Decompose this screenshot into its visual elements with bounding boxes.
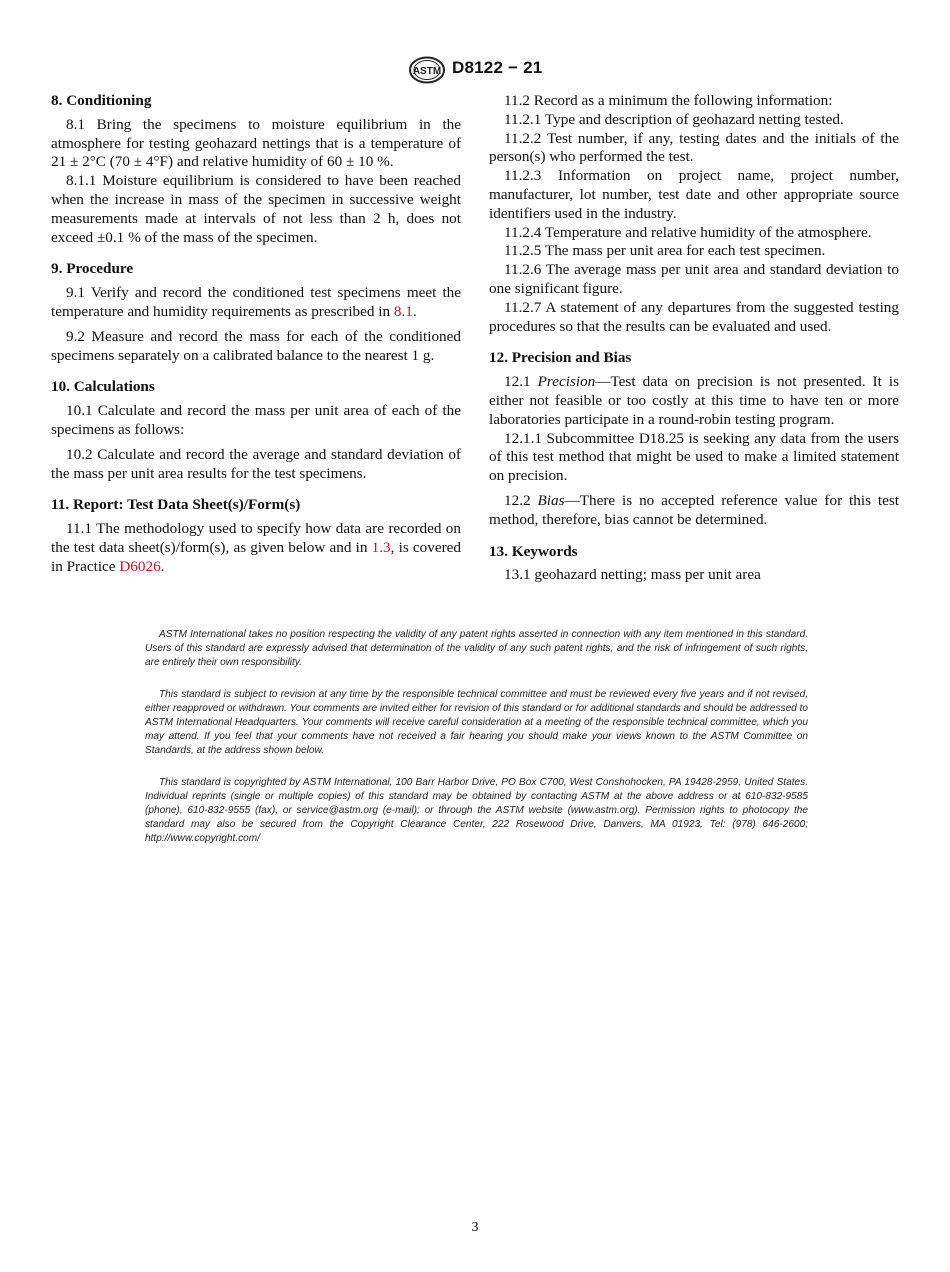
page-header [0,56,950,84]
paragraph-8-1-1: 8.1.1 Moisture equilibrium is considered to have been reached when the increase in mass of the specimen in successive weight measurements made at intervals of not less than 2 h, does not exceed ±0.1 % of the mass of the specimen. [51,172,461,246]
section-11-heading: 11. Report: Test Data Sheet(s)/Form(s) [51,496,301,514]
section-13-heading: 13. Keywords [489,542,578,560]
paragraph-11-2: 11.2 Record as a minimum the following information: [504,92,833,109]
svg-text:ASTM: ASTM [412,66,442,77]
section-8-heading: 8. Conditioning [51,92,152,109]
paragraph-9-1-text: 9.1 Verify and record the conditioned test specimens meet the temperature and humidity requirements as prescribed in [51,284,461,320]
right-column [489,92,899,585]
paragraph-9-1 [51,284,461,322]
paragraph-11-2-7: 11.2.7 A statement of any departures from the suggested testing procedures so that the results can be evaluated and used. [489,298,899,335]
paragraph-11-1-end: . [160,557,165,575]
legal-notices [145,628,808,864]
precision-term: Precision [537,373,596,391]
paragraph-13-1: 13.1 geohazard netting; mass per unit area [504,566,761,584]
paragraph-11-2-4: 11.2.4 Temperature and relative humidity of the atmosphere. [504,223,872,241]
link-8-1[interactable]: 8.1 [393,302,413,320]
paragraph-12-2 [489,492,899,530]
paragraph-9-1-end: . [412,302,417,320]
paragraph-11-1-text: 11.1 The methodology used to specify how data are recorded on the test data sheet(s)/form(s), as given below and in [51,520,461,556]
paragraph-12-1-text: —Test data on precision is not presented. It is either not feasible or too costly at this time to have ten or more laboratories participate in a round-robin testing program. [489,373,899,428]
section-10-heading: 10. Calculations [51,378,155,396]
paragraph-10-2: 10.2 Calculate and record the average and standard deviation of the mass per unit area results for the test specimens. [51,445,461,482]
paragraph-12-2-text: —There is no accepted reference value for this test method, therefore, bias cannot be determined. [489,491,899,528]
paragraph-12-2-number: 12.2 [504,491,538,509]
paragraph-11-2-1: 11.2.1 Type and description of geohazard netting tested. [504,110,844,128]
copyright-notice: This standard is copyrighted by ASTM International, 100 Barr Harbor Drive, PO Box C700, West Conshohocken, PA 19428-2959, United States. Individual reprints (single or multiple copies) of this standard may be obtained by contacting ASTM at the above address or at 610-832-9585 (phone), 610-832-9555 (fax), or service@astm.org (e-mail); or through the ASTM website (www.astm.org). Permission rights to photocopy the standard may also be secured from the Copyright Clearance Center, 222 Rosewood Drive, Danvers, MA 01923, Tel: (978) 646-2600; http://www.copyright.com/ [145,777,808,844]
section-9-heading: 9. Procedure [51,260,134,278]
patent-notice: ASTM International takes no position respecting the validity of any patent rights asserted in connection with any item mentioned in this standard. Users of this standard are expressly advised that determination of the validity of any such patent rights, and the risk of infringement of such rights, are entirely their own responsibility. [145,629,808,668]
paragraph-9-2: 9.2 Measure and record the mass for each of the conditioned specimens separately on a calibrated balance to the nearest 1 g. [51,327,461,364]
paragraph-12-1 [489,373,899,429]
link-d6026[interactable]: D6026 [119,557,161,575]
revision-notice: This standard is subject to revision at any time by the responsible technical committee and must be reviewed every five years and if not revised, either reapproved or withdrawn. Your comments are invited either for revision of this standard or for additional standards and should be addressed to ASTM International Headquarters. Your comments will receive careful consideration at a meeting of the responsible technical committee, which you may attend. If you feel that your comments have not received a fair hearing you should make your views known to the ASTM Committee on Standards, at the address shown below. [145,689,809,756]
paragraph-8-1: 8.1 Bring the specimens to moisture equilibrium in the atmosphere for testing geohazard nettings that is a temperature of 21 ± 2°C (70 ± 4°F) and relative humidity of 60 ± 10 %. [51,115,461,171]
paragraph-10-1: 10.1 Calculate and record the mass per unit area of each of the specimens as follows: [51,402,461,438]
section-12-heading: 12. Precision and Bias [489,349,632,367]
document-id: D8122 − 21 [452,58,543,77]
bias-term: Bias [537,491,565,509]
paragraph-11-1-mid: , is covered in Practice [51,538,461,575]
left-column [51,92,461,577]
astm-logo-icon [407,56,447,84]
paragraph-12-1-1: 12.1.1 Subcommittee D18.25 is seeking any data from the users of this test method that might be used to make a limited statement on precision. [489,429,899,485]
link-1-3[interactable]: 1.3 [371,538,391,556]
paragraph-11-2-5: 11.2.5 The mass per unit area for each test specimen. [504,242,826,260]
paragraph-11-2-6: 11.2.6 The average mass per unit area and standard deviation to one significant figure. [489,261,899,297]
paragraph-11-2-3: 11.2.3 Information on project name, project number, manufacturer, lot number, test date and other appropriate source identifiers used in the industry. [489,167,899,222]
paragraph-11-2-2: 11.2.2 Test number, if any, testing dates and the initials of the person(s) who performed the test. [489,129,899,166]
paragraph-12-1-number: 12.1 [504,373,538,391]
paragraph-11-1 [51,520,461,576]
page-number: 3 [471,1220,479,1235]
